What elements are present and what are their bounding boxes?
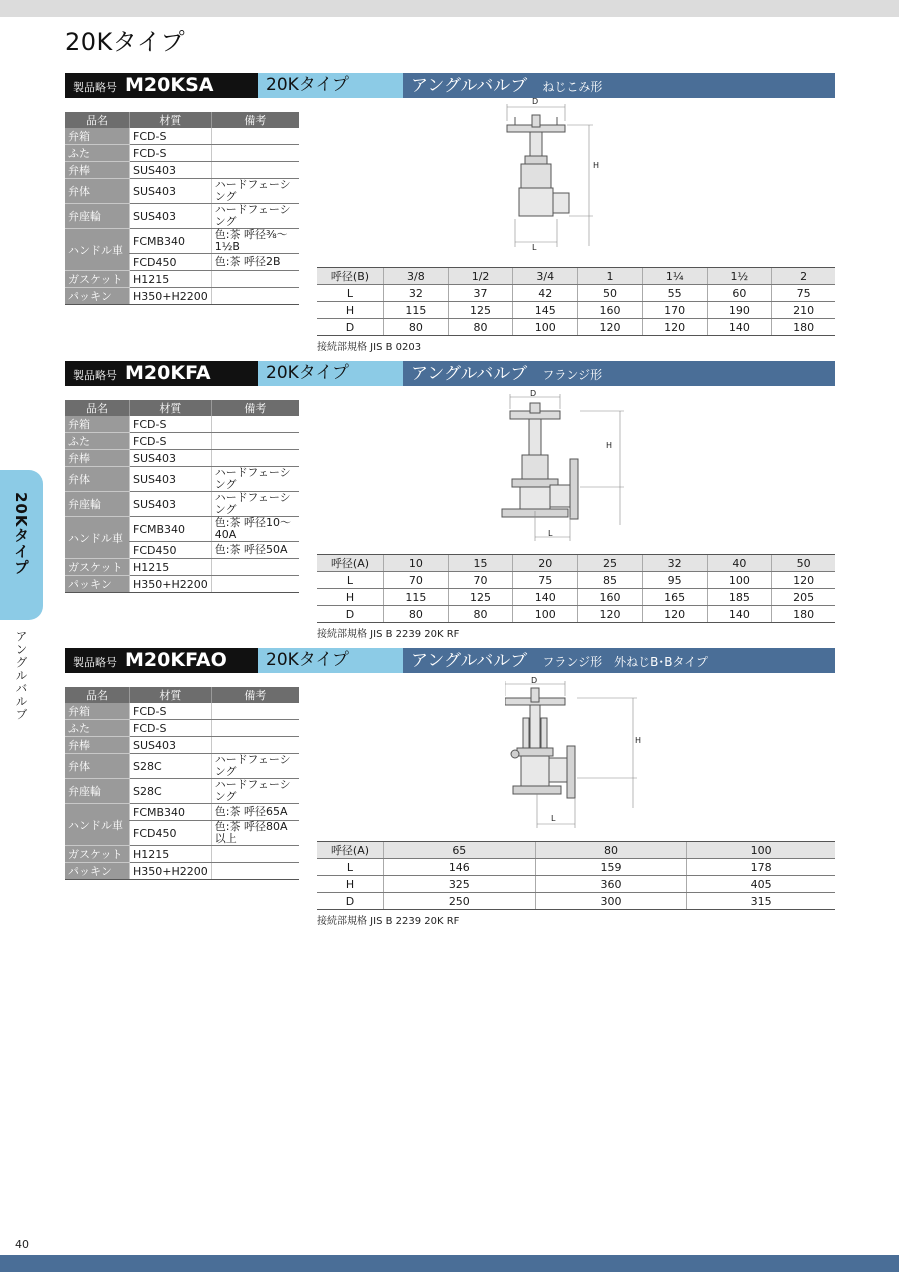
- part-name-cell: ハンドル車: [65, 517, 130, 559]
- dims-value-cell: 125: [448, 589, 513, 606]
- note-cell: 色:茶 呼径80A以上: [211, 821, 299, 846]
- dims-row-label: L: [317, 859, 384, 876]
- part-name-cell: ふた: [65, 433, 130, 450]
- materials-header-cell: 品名: [65, 112, 130, 128]
- dim-label-d: D: [532, 97, 539, 106]
- note-cell: [211, 863, 299, 880]
- section-banner: [65, 648, 835, 673]
- materials-row: [65, 467, 299, 492]
- section-m20kfao: [65, 648, 835, 928]
- dims-value-cell: 115: [384, 589, 449, 606]
- materials-row: [65, 450, 299, 467]
- material-cell: H1215: [130, 559, 212, 576]
- dims-row-label: H: [317, 876, 384, 893]
- dimensions-table: [317, 267, 835, 336]
- product-desc-sub: ねじこみ形: [542, 80, 603, 94]
- note-cell: 色:茶 呼径65A: [211, 804, 299, 821]
- note-cell: [211, 703, 299, 720]
- section-m20kfa: [65, 361, 835, 641]
- nominal-size-cell: 1/2: [448, 268, 513, 285]
- note-cell: [211, 416, 299, 433]
- nominal-size-cell: 1: [578, 268, 643, 285]
- dims-row: [317, 572, 835, 589]
- dims-row: [317, 606, 835, 623]
- material-cell: SUS403: [130, 450, 212, 467]
- nominal-size-cell: 80: [535, 842, 687, 859]
- product-desc-sub: フランジ形: [542, 368, 603, 382]
- dims-value-cell: 125: [448, 302, 513, 319]
- dim-label-l: L: [551, 814, 556, 823]
- note-cell: [211, 737, 299, 754]
- materials-header-cell: 材質: [130, 687, 212, 703]
- dims-value-cell: 75: [513, 572, 578, 589]
- material-cell: FCD-S: [130, 433, 212, 450]
- material-cell: SUS403: [130, 467, 212, 492]
- materials-row: [65, 229, 299, 254]
- product-desc-sub: フランジ形 外ねじB･Bタイプ: [542, 655, 708, 669]
- note-cell: ハードフェーシング: [211, 779, 299, 804]
- product-code-block: [65, 361, 258, 386]
- product-code-label: 製品略号: [73, 369, 117, 382]
- materials-row: [65, 517, 299, 542]
- part-name-cell: 弁棒: [65, 737, 130, 754]
- dims-row: [317, 319, 835, 336]
- material-cell: FCMB340: [130, 804, 212, 821]
- nominal-size-cell: 2: [772, 268, 835, 285]
- materials-header-row: [65, 687, 299, 703]
- materials-row: [65, 145, 299, 162]
- material-cell: FCD-S: [130, 128, 212, 145]
- note-cell: [211, 720, 299, 737]
- material-cell: FCD-S: [130, 416, 212, 433]
- product-desc-main: アングルバルブ: [411, 76, 528, 96]
- materials-row: [65, 779, 299, 804]
- note-cell: [211, 576, 299, 593]
- material-cell: FCMB340: [130, 517, 212, 542]
- dims-value-cell: 170: [642, 302, 707, 319]
- side-tab[interactable]: [0, 470, 43, 620]
- nominal-size-cell: 40: [707, 555, 772, 572]
- dims-value-cell: 140: [707, 319, 772, 336]
- nominal-size-cell: 1¼: [642, 268, 707, 285]
- page-title: 20Kタイプ: [65, 28, 186, 56]
- materials-row: [65, 128, 299, 145]
- note-cell: ハードフェーシング: [211, 204, 299, 229]
- note-cell: ハードフェーシング: [211, 492, 299, 517]
- dims-row-label: L: [317, 285, 384, 302]
- part-name-cell: パッキン: [65, 576, 130, 593]
- nominal-size-cell: 50: [772, 555, 835, 572]
- materials-header-cell: 品名: [65, 400, 130, 416]
- dims-value-cell: 70: [384, 572, 449, 589]
- materials-row: [65, 754, 299, 779]
- note-cell: [211, 450, 299, 467]
- dims-value-cell: 37: [448, 285, 513, 302]
- dims-value-cell: 85: [578, 572, 643, 589]
- bottom-bar: [0, 1255, 899, 1272]
- dims-header-label: 呼径(A): [317, 842, 384, 859]
- materials-header-row: [65, 112, 299, 128]
- material-cell: H1215: [130, 271, 212, 288]
- part-name-cell: ふた: [65, 145, 130, 162]
- material-cell: FCD-S: [130, 703, 212, 720]
- valve-drawing-flanged: [500, 391, 640, 546]
- dims-value-cell: 146: [384, 859, 536, 876]
- nominal-size-cell: 100: [687, 842, 835, 859]
- product-description: [403, 361, 835, 386]
- materials-row: [65, 433, 299, 450]
- nominal-size-cell: 10: [384, 555, 449, 572]
- note-cell: [211, 433, 299, 450]
- part-name-cell: ガスケット: [65, 559, 130, 576]
- materials-row: [65, 162, 299, 179]
- part-name-cell: 弁座輪: [65, 204, 130, 229]
- product-desc-main: アングルバルブ: [411, 364, 528, 384]
- part-name-cell: 弁棒: [65, 450, 130, 467]
- part-name-cell: 弁箱: [65, 703, 130, 720]
- note-cell: 色:茶 呼径⅜～1½B: [211, 229, 299, 254]
- materials-row: [65, 179, 299, 204]
- dim-label-l: L: [548, 529, 553, 538]
- nominal-size-cell: 3/8: [384, 268, 449, 285]
- note-cell: ハードフェーシング: [211, 754, 299, 779]
- material-cell: H350+H2200: [130, 288, 212, 305]
- dims-value-cell: 140: [513, 589, 578, 606]
- note-cell: 色:茶 呼径50A: [211, 542, 299, 559]
- materials-header-cell: 材質: [130, 112, 212, 128]
- note-cell: [211, 559, 299, 576]
- note-cell: 色:茶 呼径2B: [211, 254, 299, 271]
- dims-header-label: 呼径(A): [317, 555, 384, 572]
- dim-label-d: D: [530, 389, 537, 398]
- dims-row: [317, 285, 835, 302]
- dim-label-h: H: [635, 736, 642, 745]
- part-name-cell: 弁棒: [65, 162, 130, 179]
- note-cell: ハードフェーシング: [211, 179, 299, 204]
- part-name-cell: ガスケット: [65, 271, 130, 288]
- valve-drawing-svg: [505, 678, 645, 833]
- material-cell: SUS403: [130, 204, 212, 229]
- part-name-cell: ハンドル車: [65, 804, 130, 846]
- part-name-cell: ガスケット: [65, 846, 130, 863]
- materials-row: [65, 863, 299, 880]
- nominal-size-cell: 15: [448, 555, 513, 572]
- materials-table: [65, 400, 299, 593]
- dims-row-label: D: [317, 893, 384, 910]
- materials-header-cell: 備考: [211, 687, 299, 703]
- dim-label-h: H: [606, 441, 613, 450]
- part-name-cell: 弁箱: [65, 416, 130, 433]
- dims-row-label: D: [317, 319, 384, 336]
- product-description: [403, 73, 835, 98]
- note-cell: [211, 846, 299, 863]
- materials-row: [65, 416, 299, 433]
- top-bar: [0, 0, 899, 17]
- dims-value-cell: 80: [448, 319, 513, 336]
- dims-row: [317, 302, 835, 319]
- nominal-size-cell: 20: [513, 555, 578, 572]
- material-cell: SUS403: [130, 492, 212, 517]
- product-code-label: 製品略号: [73, 81, 117, 94]
- dims-value-cell: 180: [772, 319, 835, 336]
- valve-drawing-screwed: [485, 97, 625, 252]
- materials-header-cell: 備考: [211, 400, 299, 416]
- dims-row-label: H: [317, 589, 384, 606]
- dims-value-cell: 32: [384, 285, 449, 302]
- materials-row: [65, 492, 299, 517]
- material-cell: FCD-S: [130, 720, 212, 737]
- connection-standard: 接続部規格 JIS B 0203: [317, 342, 422, 353]
- product-code-block: [65, 73, 258, 98]
- dims-value-cell: 315: [687, 893, 835, 910]
- dims-value-cell: 120: [642, 319, 707, 336]
- product-type: 20Kタイプ: [258, 361, 403, 386]
- dims-value-cell: 325: [384, 876, 536, 893]
- nominal-size-cell: 3/4: [513, 268, 578, 285]
- dims-value-cell: 250: [384, 893, 536, 910]
- materials-table: [65, 112, 299, 305]
- side-tab-label: 20Kタイプ: [12, 492, 30, 576]
- dims-value-cell: 360: [535, 876, 687, 893]
- materials-header-cell: 品名: [65, 687, 130, 703]
- dims-value-cell: 190: [707, 302, 772, 319]
- dims-value-cell: 100: [707, 572, 772, 589]
- dims-value-cell: 60: [707, 285, 772, 302]
- part-name-cell: 弁座輪: [65, 779, 130, 804]
- note-cell: [211, 145, 299, 162]
- section-banner: [65, 361, 835, 386]
- dims-value-cell: 180: [772, 606, 835, 623]
- dims-value-cell: 178: [687, 859, 835, 876]
- dims-value-cell: 210: [772, 302, 835, 319]
- dims-value-cell: 185: [707, 589, 772, 606]
- dims-value-cell: 50: [578, 285, 643, 302]
- material-cell: SUS403: [130, 179, 212, 204]
- material-cell: SUS403: [130, 737, 212, 754]
- product-code-block: [65, 648, 258, 673]
- valve-drawing-svg: [485, 101, 625, 251]
- material-cell: S28C: [130, 779, 212, 804]
- materials-row: [65, 559, 299, 576]
- note-cell: [211, 162, 299, 179]
- product-code: M20KFA: [125, 362, 211, 384]
- materials-row: [65, 703, 299, 720]
- dims-value-cell: 80: [448, 606, 513, 623]
- part-name-cell: パッキン: [65, 288, 130, 305]
- part-name-cell: ハンドル車: [65, 229, 130, 271]
- dims-value-cell: 145: [513, 302, 578, 319]
- note-cell: 色:茶 呼径10～40A: [211, 517, 299, 542]
- materials-row: [65, 737, 299, 754]
- dims-value-cell: 160: [578, 302, 643, 319]
- part-name-cell: 弁箱: [65, 128, 130, 145]
- dims-value-cell: 405: [687, 876, 835, 893]
- materials-header-row: [65, 400, 299, 416]
- material-cell: FCD450: [130, 254, 212, 271]
- note-cell: ハードフェーシング: [211, 467, 299, 492]
- dimensions-table: [317, 554, 835, 623]
- note-cell: [211, 271, 299, 288]
- materials-row: [65, 204, 299, 229]
- dims-row-label: D: [317, 606, 384, 623]
- material-cell: FCD-S: [130, 145, 212, 162]
- dims-header-row: [317, 842, 835, 859]
- dims-value-cell: 100: [513, 606, 578, 623]
- dims-value-cell: 70: [448, 572, 513, 589]
- dims-header-row: [317, 268, 835, 285]
- material-cell: H350+H2200: [130, 863, 212, 880]
- note-cell: [211, 128, 299, 145]
- product-code: M20KFAO: [125, 649, 227, 671]
- part-name-cell: 弁座輪: [65, 492, 130, 517]
- dims-row: [317, 876, 835, 893]
- dims-value-cell: 75: [772, 285, 835, 302]
- dims-row: [317, 589, 835, 606]
- materials-header-cell: 備考: [211, 112, 299, 128]
- dims-value-cell: 159: [535, 859, 687, 876]
- dims-row-label: L: [317, 572, 384, 589]
- part-name-cell: 弁体: [65, 467, 130, 492]
- side-category-label: アングルバルブ: [14, 630, 28, 721]
- materials-row: [65, 846, 299, 863]
- dimensions-table: [317, 841, 835, 910]
- dims-row: [317, 859, 835, 876]
- nominal-size-cell: 25: [578, 555, 643, 572]
- dims-value-cell: 160: [578, 589, 643, 606]
- nominal-size-cell: 32: [642, 555, 707, 572]
- section-banner: [65, 73, 835, 98]
- part-name-cell: 弁体: [65, 754, 130, 779]
- materials-row: [65, 804, 299, 821]
- product-code-label: 製品略号: [73, 656, 117, 669]
- dims-value-cell: 42: [513, 285, 578, 302]
- note-cell: [211, 288, 299, 305]
- dims-value-cell: 120: [642, 606, 707, 623]
- dims-value-cell: 120: [578, 319, 643, 336]
- connection-standard: 接続部規格 JIS B 2239 20K RF: [317, 629, 460, 640]
- connection-standard: 接続部規格 JIS B 2239 20K RF: [317, 916, 460, 927]
- part-name-cell: パッキン: [65, 863, 130, 880]
- dims-value-cell: 80: [384, 319, 449, 336]
- dims-value-cell: 100: [513, 319, 578, 336]
- product-code: M20KSA: [125, 74, 214, 96]
- dim-label-l: L: [532, 243, 537, 252]
- part-name-cell: ふた: [65, 720, 130, 737]
- page-number: 40: [15, 1238, 29, 1251]
- nominal-size-cell: 65: [384, 842, 536, 859]
- materials-row: [65, 288, 299, 305]
- dims-value-cell: 120: [772, 572, 835, 589]
- dim-label-d: D: [531, 676, 538, 685]
- dims-row-label: H: [317, 302, 384, 319]
- dims-value-cell: 80: [384, 606, 449, 623]
- materials-header-cell: 材質: [130, 400, 212, 416]
- valve-drawing-svg: [500, 391, 640, 546]
- material-cell: FCD450: [130, 821, 212, 846]
- dims-value-cell: 140: [707, 606, 772, 623]
- material-cell: S28C: [130, 754, 212, 779]
- nominal-size-cell: 1½: [707, 268, 772, 285]
- dims-value-cell: 115: [384, 302, 449, 319]
- dims-value-cell: 120: [578, 606, 643, 623]
- dims-value-cell: 95: [642, 572, 707, 589]
- dims-row: [317, 893, 835, 910]
- part-name-cell: 弁体: [65, 179, 130, 204]
- dim-label-h: H: [593, 161, 600, 170]
- product-type: 20Kタイプ: [258, 648, 403, 673]
- materials-table: [65, 687, 299, 880]
- section-m20ksa: [65, 73, 835, 353]
- dims-header-row: [317, 555, 835, 572]
- material-cell: H350+H2200: [130, 576, 212, 593]
- dims-value-cell: 165: [642, 589, 707, 606]
- valve-drawing-outside-screw: [505, 678, 645, 833]
- materials-row: [65, 271, 299, 288]
- product-description: [403, 648, 835, 673]
- material-cell: FCMB340: [130, 229, 212, 254]
- product-desc-main: アングルバルブ: [411, 651, 528, 671]
- dims-value-cell: 300: [535, 893, 687, 910]
- material-cell: SUS403: [130, 162, 212, 179]
- material-cell: H1215: [130, 846, 212, 863]
- product-type: 20Kタイプ: [258, 73, 403, 98]
- dims-header-label: 呼径(B): [317, 268, 384, 285]
- materials-row: [65, 576, 299, 593]
- materials-row: [65, 720, 299, 737]
- material-cell: FCD450: [130, 542, 212, 559]
- dims-value-cell: 55: [642, 285, 707, 302]
- dims-value-cell: 205: [772, 589, 835, 606]
